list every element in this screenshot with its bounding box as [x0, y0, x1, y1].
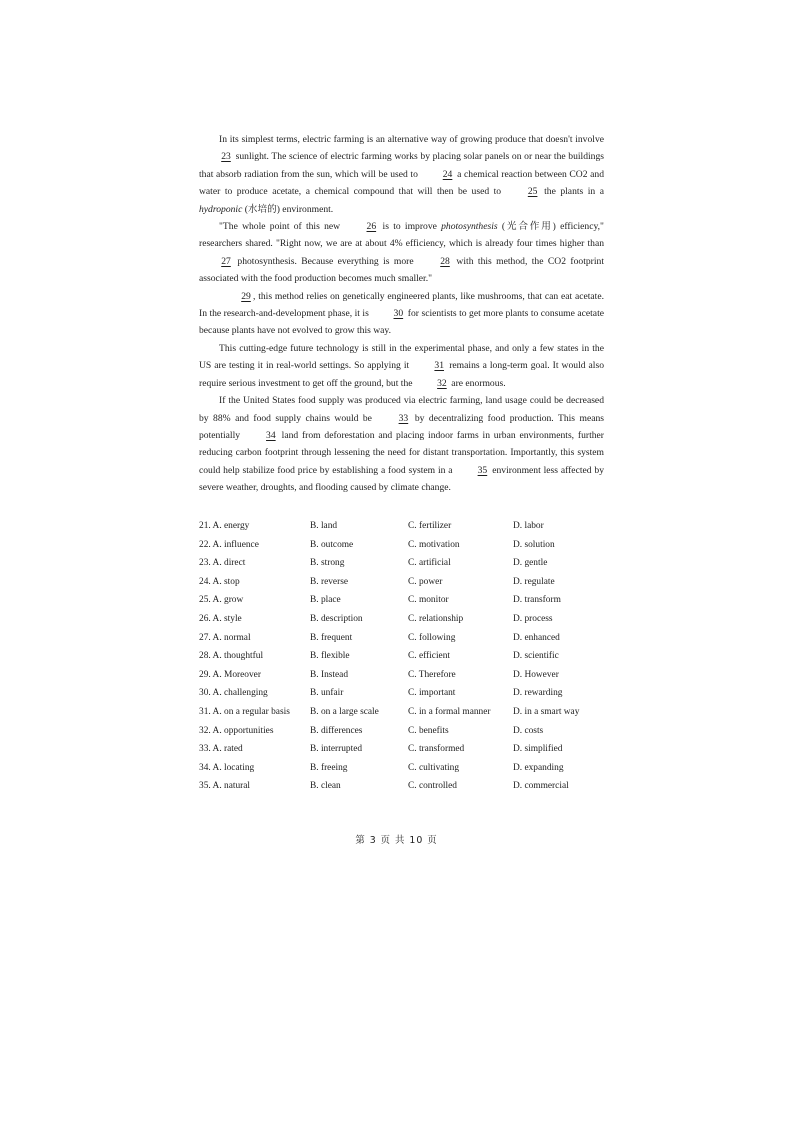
answer-blank-30: 30 — [393, 308, 404, 320]
passage-text: environment less affected by severe weather, droughts, and flooding caused by climate change. — [199, 464, 604, 494]
option-b: B. interrupted — [310, 744, 363, 755]
option-d: D. transform — [513, 595, 561, 606]
option-d: D. expanding — [513, 762, 564, 773]
passage-text: a chemical reaction between CO2 and water to produce acetate, a chemical compound that will then be used to — [199, 168, 605, 198]
passage-text: by decentralizing food production. This means potentially — [199, 412, 604, 441]
option-a: 27. A. normal — [199, 632, 251, 643]
answer-blank-34: 34 — [266, 429, 276, 441]
option-c: C. important — [408, 688, 456, 699]
option-c: C. controlled — [408, 781, 457, 792]
cloze-passage — [199, 131, 604, 497]
option-c: C. power — [408, 576, 443, 587]
passage-text: with this method, the CO2 footprint associated with the food production becomes much smaller." — [199, 255, 605, 285]
passage-paragraph — [199, 131, 604, 218]
italic-term: photosynthesis — [441, 221, 498, 233]
passage-text: is to improve — [378, 221, 442, 233]
option-d: D. simplified — [513, 744, 563, 755]
page-number: 第 3 页 共 10 页 — [355, 835, 438, 846]
answer-blank-35: 35 — [477, 464, 488, 476]
passage-text: land from deforestation and placing indoor farms in urban environments, further reducing carbon footprint through lessening the need for distant transportation. Importantly, this system could help stabilize food price by establishing a food system in a — [199, 429, 604, 476]
option-a: 22. A. influence — [199, 539, 259, 550]
option-d: D. enhanced — [513, 632, 560, 643]
answer-blank-28: 28 — [440, 255, 450, 267]
question-25-options — [199, 595, 604, 614]
passage-paragraph — [199, 218, 604, 288]
option-a: 23. A. direct — [199, 558, 246, 569]
option-b: B. strong — [310, 558, 345, 569]
option-b: B. outcome — [310, 539, 354, 550]
passage-text: are enormous. — [448, 377, 506, 389]
question-27-options — [199, 633, 604, 652]
passage-paragraph — [199, 340, 604, 392]
answer-blank-23: 23 — [221, 151, 231, 163]
option-b: B. unfair — [310, 688, 344, 699]
question-33-options — [199, 744, 604, 763]
passage-text: (水培的) environment. — [242, 203, 334, 215]
question-32-options — [199, 726, 604, 745]
option-c: C. monitor — [408, 595, 449, 606]
passage-paragraph — [199, 288, 604, 340]
option-d: D. commercial — [513, 781, 569, 792]
option-c: C. in a formal manner — [408, 706, 491, 717]
question-30-options — [199, 688, 604, 707]
option-c: C. efficient — [408, 651, 450, 662]
option-a: 24. A. stop — [199, 576, 240, 587]
option-c: C. Therefore — [408, 669, 456, 680]
option-b: B. differences — [310, 725, 363, 736]
option-a: 33. A. rated — [199, 744, 243, 755]
answer-blank-25: 25 — [527, 186, 538, 198]
passage-text: sunlight. The science of electric farming works by placing solar panels on or near the buildings that absorb radiation from the sun, which will be used to — [199, 151, 604, 180]
passage-text: photosynthesis. Because everything is more — [233, 255, 419, 267]
passage-text: "The whole point of this new — [219, 221, 345, 233]
option-d: D. gentle — [513, 558, 548, 569]
option-d: D. scientific — [513, 651, 559, 662]
italic-term: hydroponic — [199, 203, 243, 215]
passage-paragraph — [199, 392, 604, 496]
option-b: B. reverse — [310, 576, 349, 587]
question-35-options — [199, 781, 604, 800]
question-34-options — [199, 763, 604, 782]
passage-text: (光合作用) efficiency," researchers shared. "Right now, we are at about 4% efficiency, which is already four times higher than — [199, 221, 604, 250]
option-d: D. rewarding — [513, 688, 563, 699]
option-c: C. transformed — [408, 744, 465, 755]
option-b: B. description — [310, 613, 363, 624]
option-a: 32. A. opportunities — [199, 725, 274, 736]
option-c: C. benefits — [408, 725, 449, 736]
answer-blank-24: 24 — [442, 168, 453, 180]
option-a: 25. A. grow — [199, 595, 244, 606]
answer-blank-33: 33 — [398, 412, 409, 424]
passage-text: remains a long-term goal. It would also require serious investment to get off the ground, but the — [199, 360, 604, 389]
question-31-options — [199, 707, 604, 726]
passage-text: the plants in a — [539, 186, 604, 198]
passage-text: for scientists to get more plants to consume acetate because plants have not evolved to grow this way. — [199, 308, 604, 337]
option-d: D. in a smart way — [513, 706, 580, 717]
passage-text: In its simplest terms, electric farming is an alternative way of growing produce that doesn't involve — [219, 134, 604, 145]
option-d: D. labor — [513, 521, 544, 531]
option-c: C. relationship — [408, 613, 464, 624]
option-a: 30. A. challenging — [199, 688, 268, 699]
option-d: D. costs — [513, 725, 544, 736]
question-29-options — [199, 670, 604, 689]
option-b: B. on a large scale — [310, 706, 379, 717]
option-b: B. clean — [310, 781, 341, 792]
question-28-options — [199, 651, 604, 670]
option-a: 31. A. on a regular basis — [199, 706, 290, 717]
option-a: 34. A. locating — [199, 762, 255, 773]
question-24-options — [199, 577, 604, 596]
option-a: 21. A. energy — [199, 521, 250, 531]
option-b: B. land — [310, 521, 338, 531]
option-a: 35. A. natural — [199, 781, 251, 792]
option-a: 26. A. style — [199, 613, 242, 624]
passage-text: This cutting-edge future technology is still in the experimental phase, and only a few states in the US are testing it in real-world settings. So applying it — [199, 342, 604, 372]
option-b: B. place — [310, 595, 341, 606]
answer-blank-31: 31 — [434, 360, 445, 372]
option-d: D. solution — [513, 539, 555, 550]
option-b: B. freeing — [310, 762, 348, 773]
answer-blank-32: 32 — [437, 377, 447, 389]
option-c: C. following — [408, 632, 456, 643]
passage-text: , this method relies on genetically engineered plants, like mushrooms, that can eat acetate. In the research-and-development phase, it is — [199, 290, 604, 320]
option-c: C. motivation — [408, 539, 460, 550]
option-a: 29. A. Moreover — [199, 669, 261, 680]
question-26-options — [199, 614, 604, 633]
option-b: B. flexible — [310, 651, 350, 662]
answer-blank-27: 27 — [221, 255, 231, 267]
option-c: C. cultivating — [408, 762, 460, 773]
question-21-options — [199, 521, 604, 540]
option-b: B. Instead — [310, 669, 349, 680]
passage-text: If the United States food supply was produced via electric farming, land usage could be decreased by 88% and food supply chains would be — [199, 395, 604, 424]
option-c: C. fertilizer — [408, 521, 452, 531]
option-d: D. regulate — [513, 576, 555, 587]
options-list — [199, 521, 604, 800]
question-22-options — [199, 540, 604, 559]
option-d: D. process — [513, 613, 553, 624]
question-23-options — [199, 558, 604, 577]
option-d: D. However — [513, 669, 559, 680]
option-c: C. artificial — [408, 558, 451, 569]
answer-blank-26: 26 — [366, 221, 377, 233]
answer-blank-29: 29 — [241, 290, 251, 302]
option-b: B. frequent — [310, 632, 353, 643]
option-a: 28. A. thoughtful — [199, 651, 264, 662]
